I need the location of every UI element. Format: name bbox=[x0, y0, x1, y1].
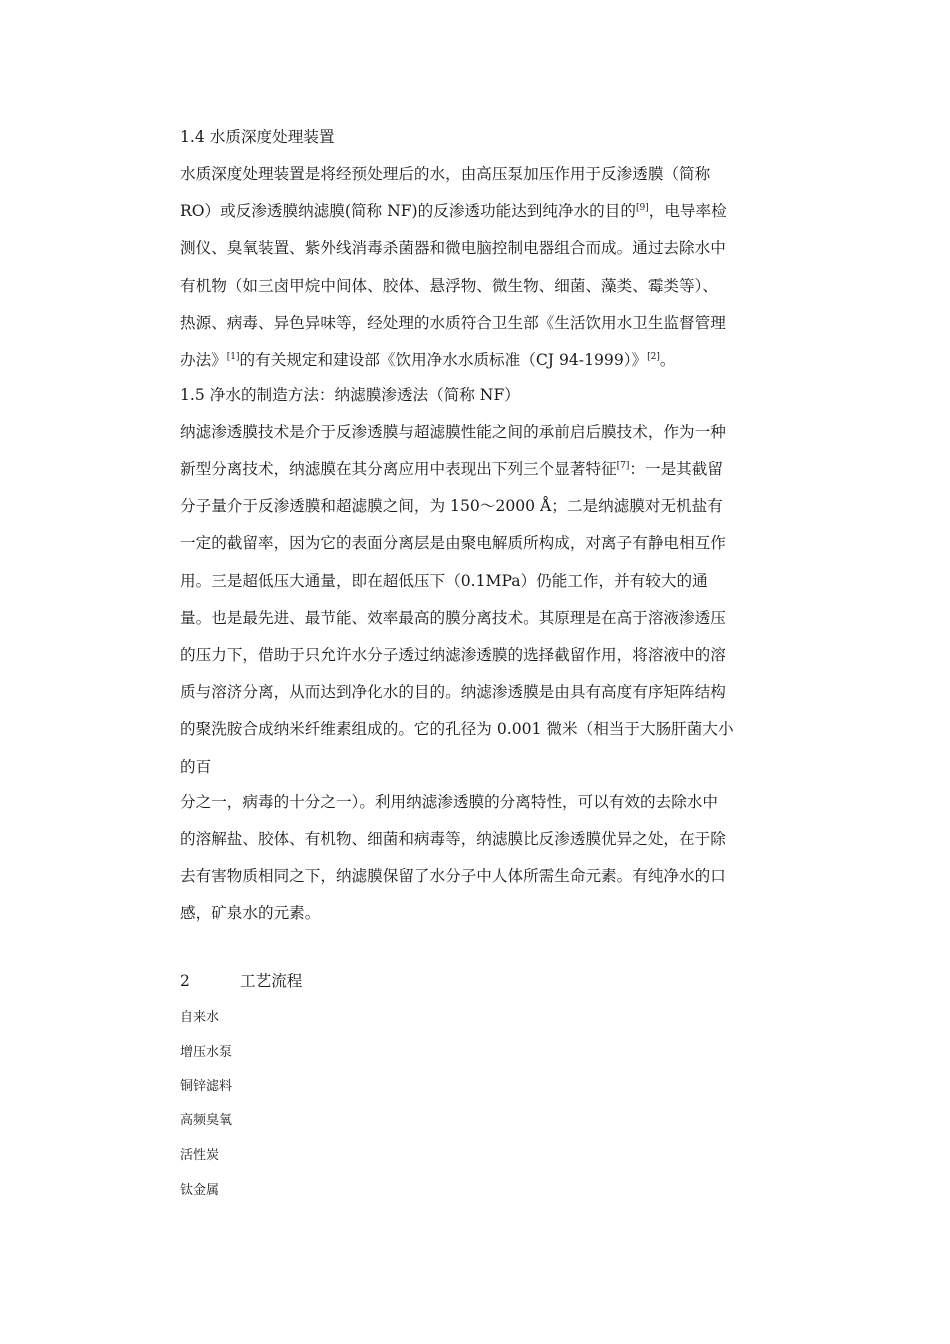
citation-ref: [1] bbox=[226, 352, 240, 362]
text-segment: 办法》 bbox=[180, 351, 227, 369]
section-title: 工艺流程 bbox=[240, 972, 303, 990]
process-step: 高频臭氧 bbox=[180, 1113, 233, 1128]
process-step: 钛金属 bbox=[180, 1183, 220, 1198]
paragraph-line: 一定的截留率，因为它的表面分离层是由聚电解质所构成，对离子有静电相互作 bbox=[180, 534, 726, 552]
paragraph-line: 的压力下，借助于只允许水分子透过纳滤渗透膜的选择截留作用，将溶液中的溶 bbox=[180, 646, 726, 664]
paragraph-line: 用。三是超低压大通量，即在超低压下（0.1MPa）仍能工作，并有较大的通 bbox=[180, 572, 708, 590]
process-step: 增压水泵 bbox=[180, 1045, 233, 1060]
citation-ref: [7] bbox=[616, 461, 630, 471]
text-segment: ，电导率检 bbox=[648, 202, 727, 220]
paragraph-line bbox=[180, 350, 676, 370]
section-1-5-heading: 1.5 净水的制造方法：纳滤膜渗透法（简称 NF） bbox=[180, 386, 520, 404]
process-step: 活性炭 bbox=[180, 1148, 220, 1163]
text-segment: 的有关规定和建设部《饮用净水水质标准（CJ 94-1999）》 bbox=[239, 351, 648, 369]
paragraph-line: 质与溶济分离，从而达到净化水的目的。纳滤渗透膜是由具有高度有序矩阵结构 bbox=[180, 683, 726, 701]
section-number: 2 bbox=[180, 972, 190, 990]
text-segment: 。 bbox=[659, 351, 676, 369]
paragraph-line: 去有害物质相同之下，纳滤膜保留了水分子中人体所需生命元素。有纯净水的口 bbox=[180, 867, 726, 885]
paragraph-line: 热源、病毒、异色异味等，经处理的水质符合卫生部《生活饮用水卫生监督管理 bbox=[180, 314, 726, 332]
paragraph-line: 测仪、臭氧装置、紫外线消毒杀菌器和微电脑控制电器组合而成。通过去除水中 bbox=[180, 239, 726, 257]
section-2-heading bbox=[180, 971, 302, 991]
process-step: 自来水 bbox=[180, 1010, 220, 1025]
paragraph-line: 的聚洗胺合成纳米纤维素组成的。它的孔径为 0.001 微米（相当于大肠肝菌大小 bbox=[180, 720, 734, 738]
paragraph-line: 分子量介于反渗透膜和超滤膜之间，为 150～2000 Å；二是纳滤膜对无机盐有 bbox=[180, 497, 723, 515]
paragraph-line: 纳滤渗透膜技术是介于反渗透膜与超滤膜性能之间的承前启后膜技术，作为一种 bbox=[180, 423, 726, 441]
paragraph-line: 量。也是最先进、最节能、效率最高的膜分离技术。其原理是在高于溶液渗透压 bbox=[180, 609, 726, 627]
paragraph-line: 的百 bbox=[180, 758, 212, 776]
section-1-4-heading: 1.4 水质深度处理装置 bbox=[180, 128, 335, 146]
citation-ref: [9] bbox=[635, 203, 649, 213]
text-segment: RO）或反渗透膜纳滤膜(简称 NF)的反渗透功能达到纯净水的目的 bbox=[180, 202, 636, 220]
paragraph-line: 的溶解盐、胶体、有机物、细菌和病毒等，纳滤膜比反渗透膜优异之处，在于除 bbox=[180, 830, 726, 848]
text-segment: 新型分离技术，纳滤膜在其分离应用中表现出下列三个显著特征 bbox=[180, 460, 617, 478]
paragraph-line: 水质深度处理装置是将经预处理后的水，由高压泵加压作用于反渗透膜（简称 bbox=[180, 165, 711, 183]
paragraph-line: 分之一，病毒的十分之一）。利用纳滤渗透膜的分离特性，可以有效的去除水中 bbox=[180, 793, 718, 811]
paragraph-line bbox=[180, 201, 727, 221]
paragraph-line: 有机物（如三卤甲烷中间体、胶体、悬浮物、微生物、细菌、藻类、霉类等）、 bbox=[180, 277, 718, 295]
paragraph-line bbox=[180, 459, 723, 479]
paragraph-line: 感，矿泉水的元素。 bbox=[180, 904, 321, 922]
citation-ref: [2] bbox=[647, 352, 660, 362]
text-segment: ：一是其截留 bbox=[629, 460, 723, 478]
process-step: 铜锌滤料 bbox=[180, 1079, 233, 1094]
